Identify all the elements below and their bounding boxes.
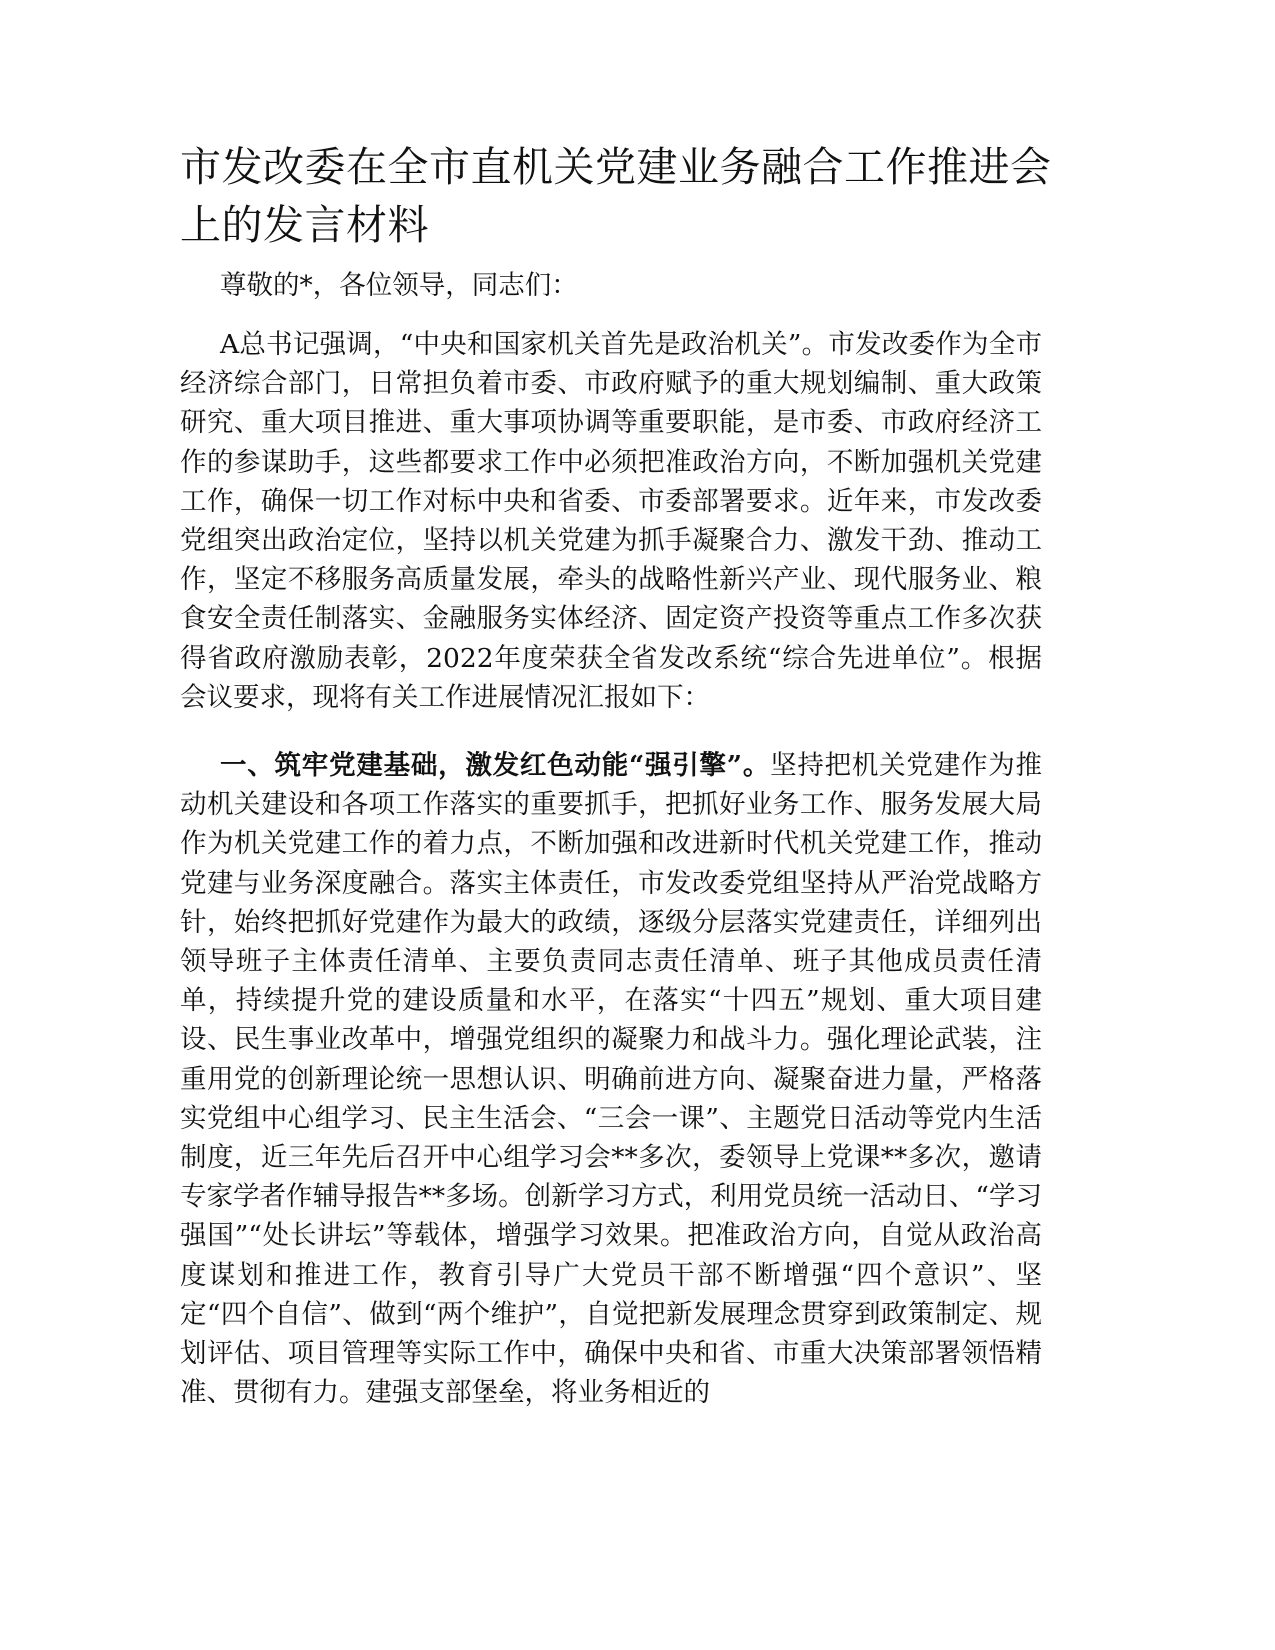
salutation: 尊敬的*，各位领导，同志们： [220, 270, 578, 301]
section-1-body: 坚持把机关党建作为推动机关建设和各项工作落实的重要抓手，把抓好业务工作、服务发展大局作为机关党建工作的着力点，不断加强和改进新时代机关党建工作，推动党建与业务深度融合。落实主体责任，市发改委党组坚持从严治党战略方针，始终把抓好党建作为最大的政绩，逐级分层落实党建责任，详细列出领导班子主体责任清单、主要负责同志责任清单、班子其他成员责任清单，持续提升党的建设质量和水平，在落实“十四五”规划、重大项目建设、民生事业改革中，增强党组织的凝聚力和战斗力。强化理论武装，注重用党的创新理论统一思想认识、明确前进方向、凝聚奋进力量，严格落实党组中心组学习、民主生活会、“三会一课”、主题党日活动等党内生活制度，近三年先后召开中心组学习会**多次，委领导上党课**多次，邀请专家学者作辅导报告**多场。创新学习方式，利用党员统一活动日、“学习强国”“处长讲坛”等载体，增强学习效果。把准政治方向，自觉从政治高度谋划和推进工作，教育引导广大党员干部不断增强“四个意识”、坚定“四个自信”、做到“两个维护”，自觉把新发展理念贯穿到政策制定、规划评估、项目管理等实际工作中，确保中央和省、市重大决策部署领悟精准、贯彻有力。建强支部堡垒，将业务相近的 [180, 750, 1042, 1409]
paragraph-intro: A总书记强调，“中央和国家机关首先是政治机关”。市发改委作为全市经济综合部门，日常担负着市委、市政府赋予的重大规划编制、重大政策研究、重大项目推进、重大事项协调等重要职能，是市委、市政府经济工作的参谋助手，这些都要求工作中必须把准政治方向，不断加强机关党建工作，确保一切工作对标中央和省委、市委部署要求。近年来，市发改委党组突出政治定位，坚持以机关党建为抓手凝聚合力、激发干劲、推动工作，坚定不移服务高质量发展，牵头的战略性新兴产业、现代服务业、粮食安全责任制落实、金融服务实体经济、固定资产投资等重点工作多次获得省政府激励表彰，2022年度荣获全省发改系统“综合先进单位”。根据会议要求，现将有关工作进展情况汇报如下： [180, 329, 1042, 713]
section-1-heading: 一、筑牢党建基础，激发红色动能“强引擎”。 [220, 750, 771, 781]
document-title: 市发改委在全市直机关党建业务融合工作推进会上的发言材料 [180, 143, 1052, 249]
paragraph-section-1 [180, 746, 1042, 1412]
